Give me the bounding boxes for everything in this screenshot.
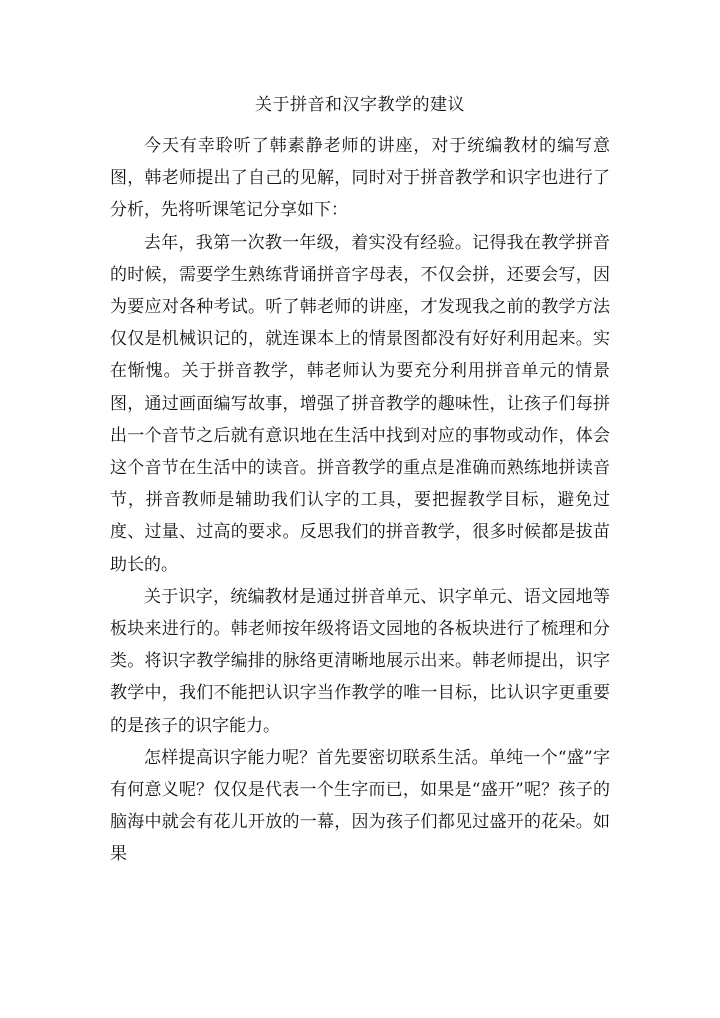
paragraph-literacy: 关于识字，统编教材是通过拼音单元、识字单元、语文园地等板块来进行的。韩老师按年级将语文园地的各板块进行了梳理和分类。将识字教学编排的脉络更清晰地展示出来。韩老师提出，识字教学中，我们不能把认识字当作教学的唯一目标，比认识字更重要的是孩子的识字能力。 <box>110 586 610 736</box>
document-title: 关于拼音和汉字教学的建议 <box>255 95 465 115</box>
paragraph-literacy-ability: 怎样提高识字能力呢？首先要密切联系生活。单纯一个“盛”字有何意义呢？仅仅是代表一个生字而已，如果是“盛开”呢？孩子的脑海中就会有花儿开放的一幕，因为孩子们都见过盛开的花朵。如果 <box>110 747 610 865</box>
document-body <box>110 130 610 871</box>
paragraph-pinyin-teaching: 去年，我第一次教一年级，着实没有经验。记得我在教学拼音的时候，需要学生熟练背诵拼音字母表，不仅会拼，还要会写，因为要应对各种考试。听了韩老师的讲座，才发现我之前的教学方法仅仅是机械识记的，就连课本上的情景图都没有好好利用起来。实在惭愧。关于拼音教学，韩老师认为要充分利用拼音单元的情景图，通过画面编写故事，增强了拼音教学的趣味性，让孩子们每拼出一个音节之后就有意识地在生活中找到对应的事物或动作，体会这个音节在生活中的读音。拼音教学的重点是准确而熟练地拼读音节，拼音教师是辅助我们认字的工具，要把握教学目标，避免过度、过量、过高的要求。反思我们的拼音教学，很多时候都是拔苗助长的。 <box>110 232 610 575</box>
paragraph-intro: 今天有幸聆听了韩素静老师的讲座，对于统编教材的编写意图，韩老师提出了自己的见解，同时对于拼音教学和识字也进行了分析，先将听课笔记分享如下： <box>110 136 610 221</box>
